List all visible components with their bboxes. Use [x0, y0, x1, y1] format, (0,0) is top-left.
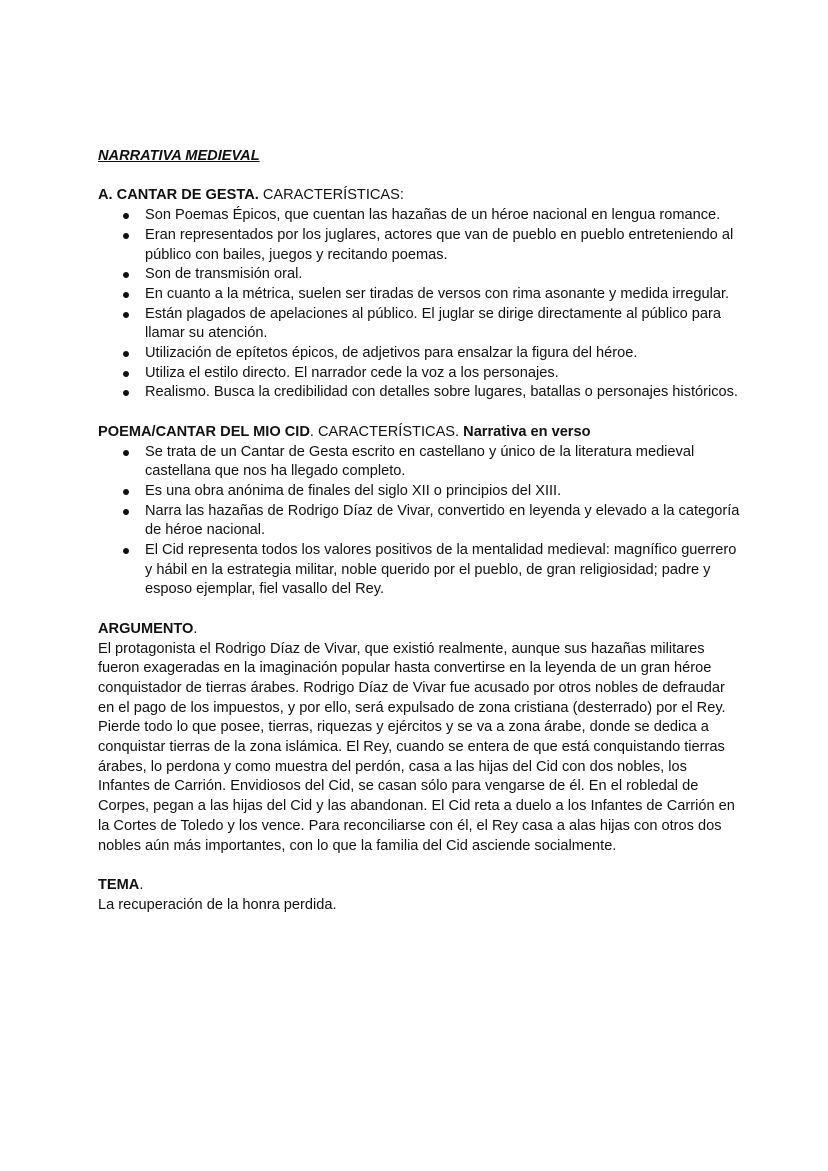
document-page: [98, 147, 740, 915]
section-heading: [98, 620, 740, 640]
section-heading: [98, 423, 740, 443]
heading-mid: . CARACTERÍSTICAS.: [309, 423, 464, 440]
heading-bold: TEMA: [98, 876, 140, 893]
document-title: NARRATIVA MEDIEVAL: [98, 148, 260, 164]
list-item: Utiliza el estilo directo. El narrador cede la voz a los personajes.: [98, 364, 740, 384]
heading-bold: ARGUMENTO: [98, 620, 194, 637]
section-cantar-de-gesta: [98, 186, 740, 403]
list-item: Realismo. Busca la credibilidad con detalles sobre lugares, batallas o personajes históricos.: [98, 383, 740, 403]
tema-paragraph: La recuperación de la honra perdida.: [98, 896, 337, 913]
section-heading: [98, 186, 740, 206]
list-item: Narra las hazañas de Rodrigo Díaz de Vivar, convertido en leyenda y elevado a la categoría de héroe nacional.: [98, 502, 740, 541]
list-item: Son de transmisión oral.: [98, 265, 740, 285]
list-item: Eran representados por los juglares, actores que van de pueblo en pueblo entreteniendo al público con bailes, juegos y recitando poemas.: [98, 226, 740, 265]
bullet-list: [98, 206, 740, 403]
list-item: Se trata de un Cantar de Gesta escrito en castellano y único de la literatura medieval castellana que nos ha llegado completo.: [98, 443, 740, 482]
argumento-paragraph: El protagonista el Rodrigo Díaz de Vivar, que existió realmente, aunque sus hazañas militares fueron exageradas en la imaginación popular hasta convertirse en la leyenda de un gran héroe conquistador de tierras árabes. Rodrigo Díaz de Vivar fue acusado por otros nobles de defraudar en el pago de los impuestos, y por ello, será expulsado de zona cristiana (desterrado) por el Rey. Pierde todo lo que posee, tierras, riquezas y ejércitos y se va a zona árabe, donde se dedica a conquistar tierras de la zona islámica. El Rey, cuando se entera de que está conquistando tierras árabes, lo perdona y como muestra del perdón, casa a las hijas del Cid con dos nobles, los Infantes de Carrión. Envidiosos del Cid, se casan sólo para vengarse de él. En el robledal de Corpes, pegan a las hijas del Cid y las abandonan. El Cid reta a duelo a los Infantes de Carrión en la Cortes de Toledo y los vence. Para reconciliarse con él, el Rey casa a alas hijas con otros dos nobles aún más importantes, con lo que la familia del Cid asciende socialmente.: [98, 640, 735, 854]
heading-rest: .: [193, 620, 198, 637]
section-heading: [98, 876, 740, 896]
heading-rest: CARACTERÍSTICAS:: [258, 187, 404, 204]
list-item: Son Poemas Épicos, que cuentan las hazañas de un héroe nacional en lengua romance.: [98, 206, 740, 226]
section-tema: [98, 876, 740, 915]
list-item: En cuanto a la métrica, suelen ser tiradas de versos con rima asonante y medida irregular.: [98, 285, 740, 305]
list-item: Es una obra anónima de finales del siglo XII o principios del XIII.: [98, 482, 740, 502]
heading-rest: .: [139, 876, 144, 893]
heading-bold: POEMA/CANTAR DEL MIO CID: [98, 423, 310, 440]
section-mio-cid: [98, 423, 740, 600]
heading-bold-2: Narrativa en verso: [463, 423, 591, 440]
list-item: El Cid representa todos los valores positivos de la mentalidad medieval: magnífico guerrero y hábil en la estrategia militar, noble querido por el pueblo, de gran religiosidad; padre y esposo ejemplar, fiel vasallo del Rey.: [98, 541, 740, 600]
list-item: Están plagados de apelaciones al público. El juglar se dirige directamente al público para llamar su atención.: [98, 305, 740, 344]
heading-bold: A. CANTAR DE GESTA.: [98, 187, 259, 204]
bullet-list: [98, 443, 740, 601]
list-item: Utilización de epítetos épicos, de adjetivos para ensalzar la figura del héroe.: [98, 344, 740, 364]
section-argumento: [98, 620, 740, 856]
